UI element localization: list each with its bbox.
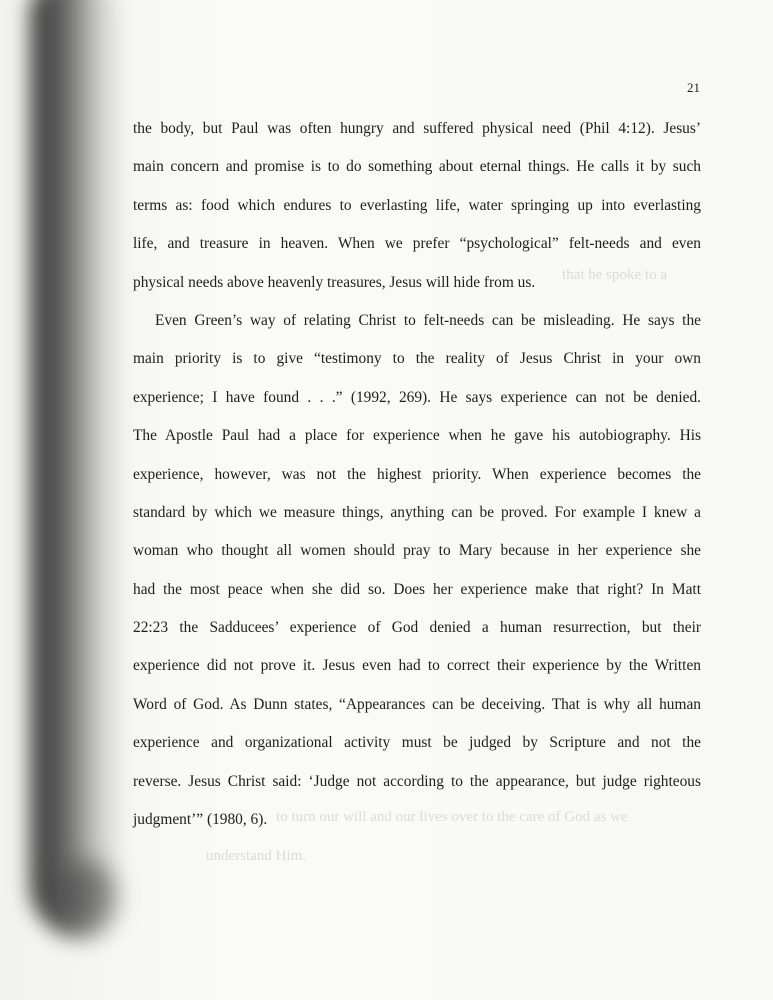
text-line: the body, but Paul was often hungry and suffered physical need (Phil 4:12). Jesus’	[133, 120, 701, 137]
bleed-through-text: to turn our will and our lives over to the care of God as we	[276, 809, 628, 825]
text-line: reverse. Jesus Christ said: ‘Judge not according to the appearance, but judge righteous	[133, 772, 701, 790]
text-line: had the most peace when she did so. Does her experience make that right? In Matt	[133, 580, 701, 598]
text-line: Word of God. As Dunn states, “Appearances can be deceiving. That is why all human	[133, 695, 701, 713]
text-line: judgment’” (1980, 6).	[133, 811, 268, 829]
text-line: woman who thought all women should pray to Mary because in her experience she	[133, 542, 701, 560]
text-line: life, and treasure in heaven. When we prefer “psychological” felt-needs and even	[133, 235, 701, 253]
text-line: main concern and promise is to do something about eternal things. He calls it by such	[133, 158, 701, 176]
page-number: 21	[687, 80, 700, 95]
body-text	[133, 116, 701, 845]
paragraph-first-line: Even Green’s way of relating Christ to felt-needs can be misleading. He says the	[155, 311, 701, 329]
text-line: experience; I have found . . .” (1992, 269). He says experience can not be denied.	[133, 388, 701, 406]
text-line: terms as: food which endures to everlasting life, water springing up into everlasting	[133, 196, 701, 214]
bleed-through-text: that he spoke to a	[562, 267, 667, 283]
page-edge-shadow	[30, 0, 125, 940]
page-edge-shadow-bottom	[55, 860, 115, 930]
text-line: physical needs above heavenly treasures, Jesus will hide from us.	[133, 273, 536, 291]
text-line: main priority is to give “testimony to the reality of Jesus Christ in your own	[133, 350, 701, 368]
text-line: experience and organizational activity must be judged by Scripture and not the	[133, 734, 701, 752]
text-line: experience, however, was not the highest priority. When experience becomes the	[133, 465, 701, 483]
text-line: standard by which we measure things, anything can be proved. For example I knew a	[133, 503, 701, 521]
text-line: experience did not prove it. Jesus even had to correct their experience by the Written	[133, 657, 701, 675]
text-line: 22:23 the Sadducees’ experience of God denied a human resurrection, but their	[133, 619, 701, 637]
bleed-through-text: understand Him.	[206, 848, 306, 864]
text-line: The Apostle Paul had a place for experience when he gave his autobiography. His	[133, 427, 701, 445]
